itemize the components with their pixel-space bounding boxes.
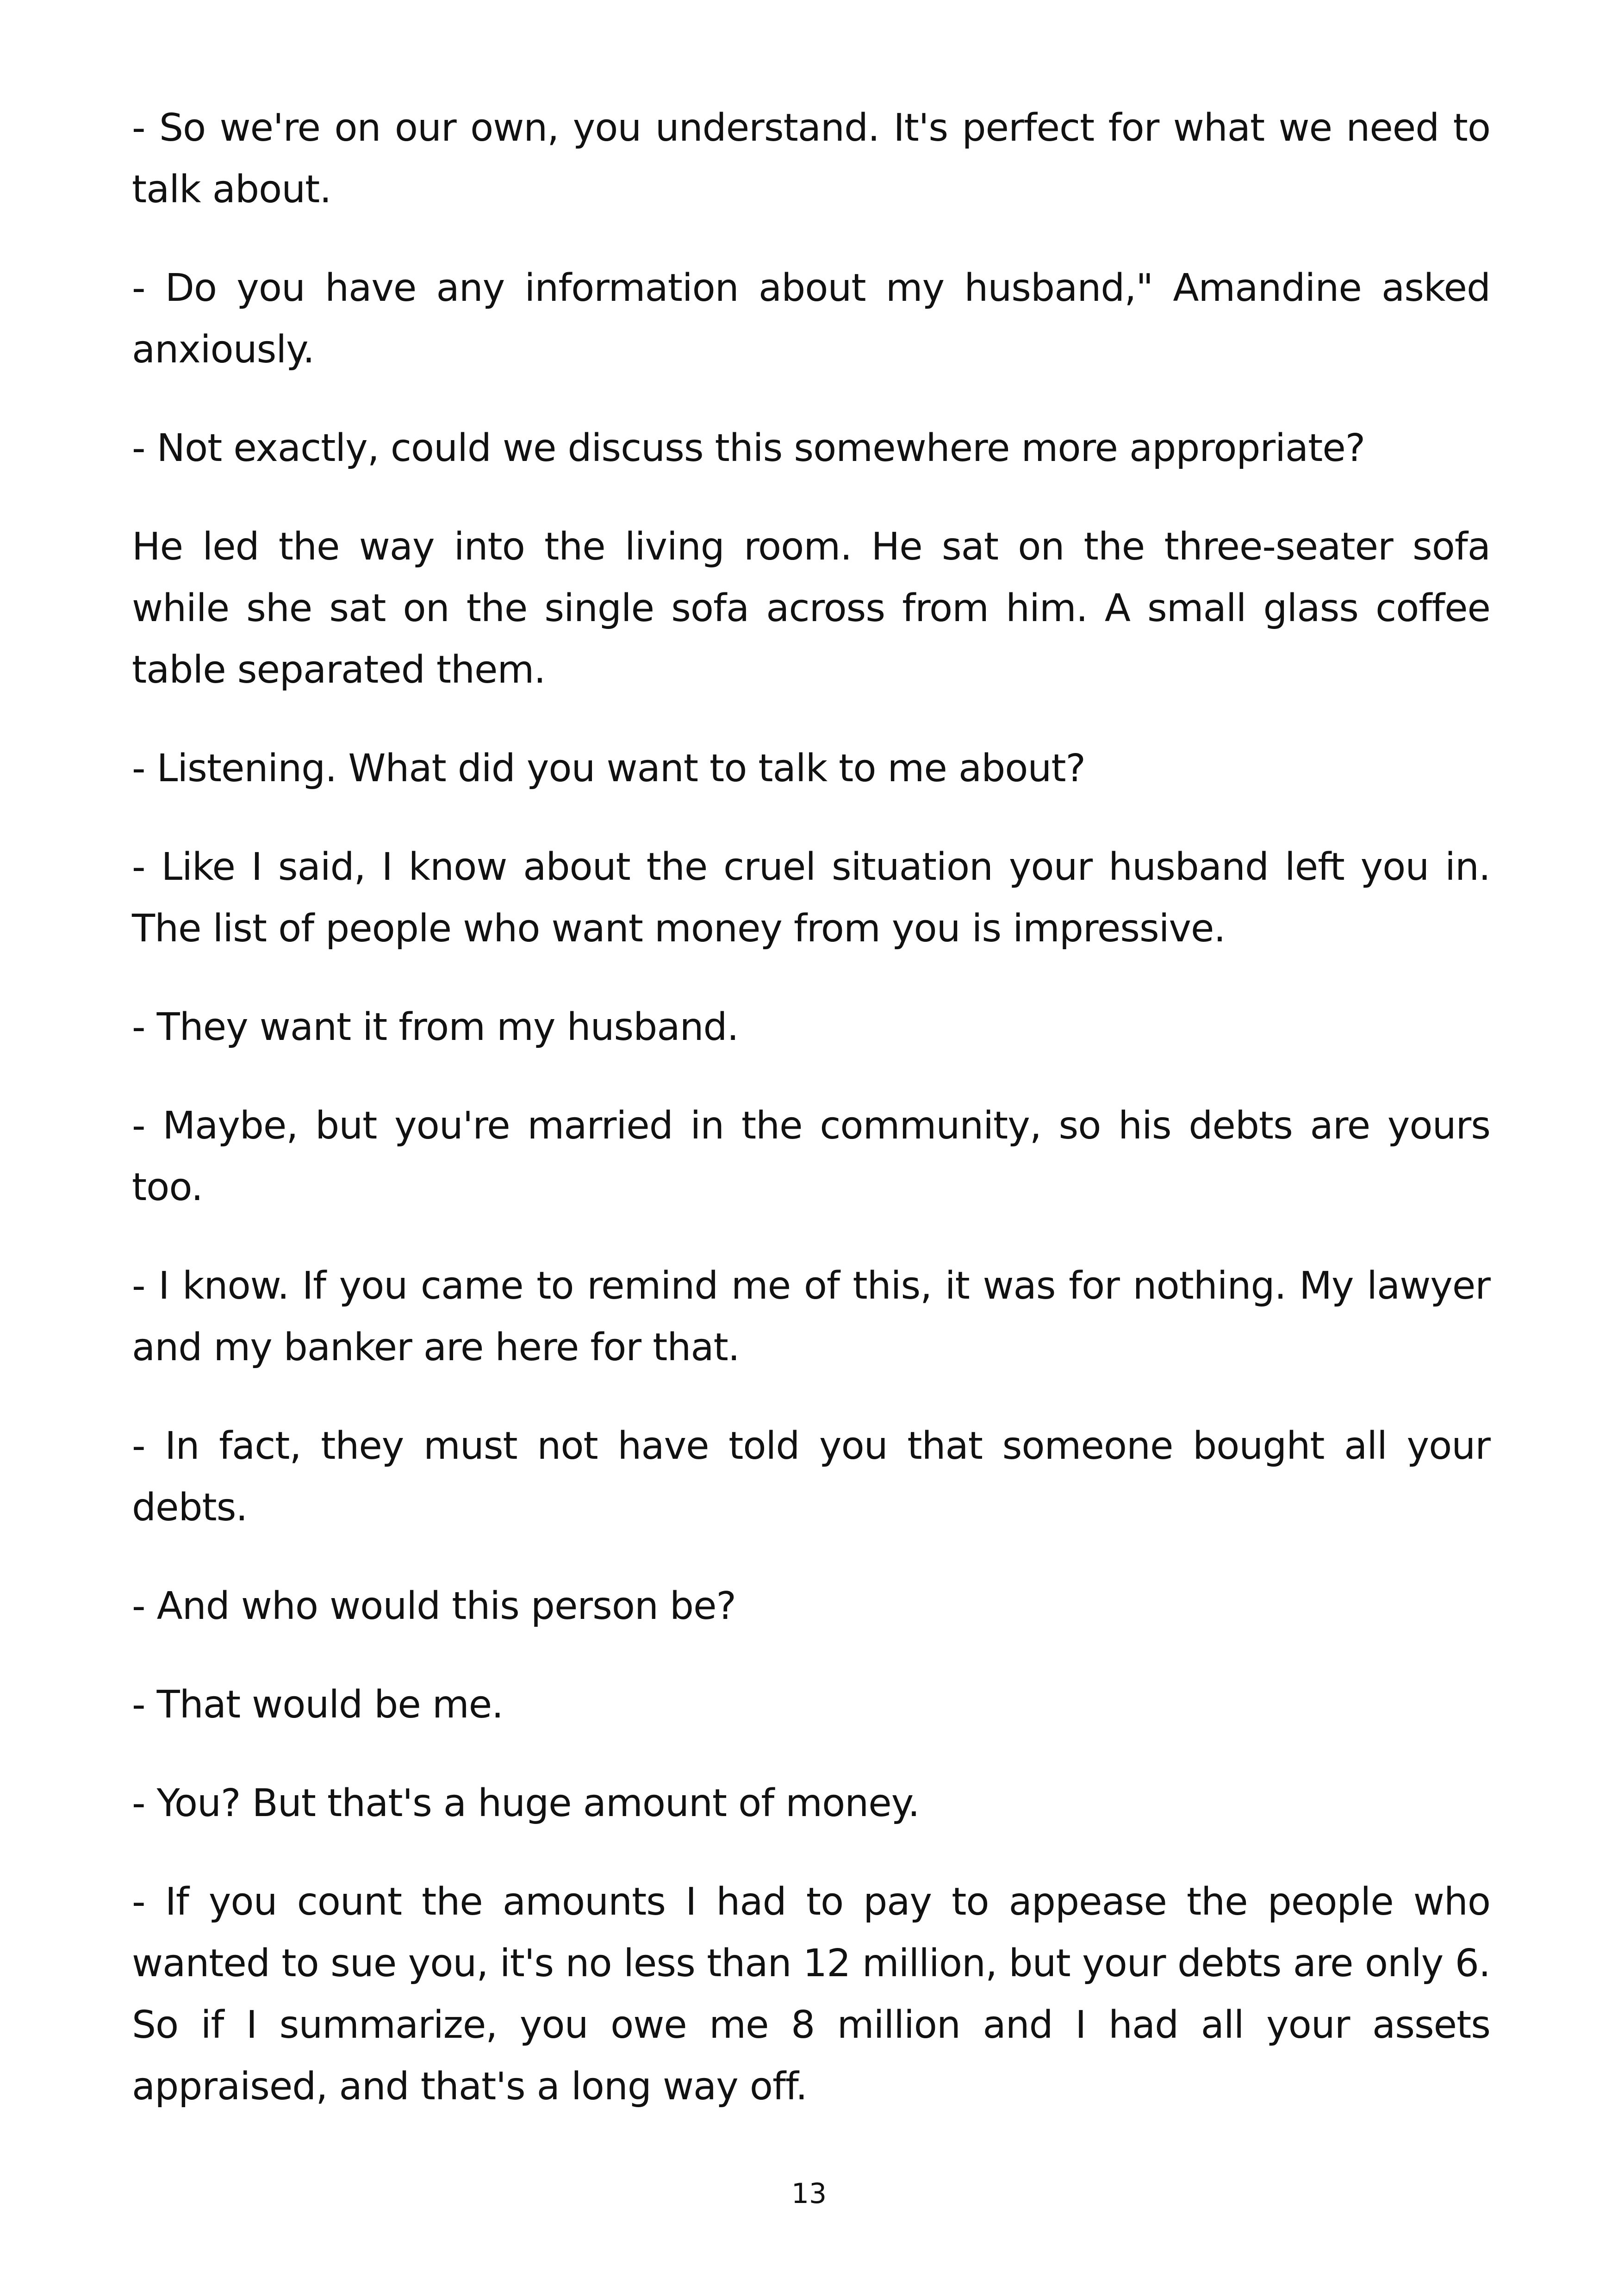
paragraph: - In fact, they must not have told you that someone bought all your debts. bbox=[132, 1424, 1490, 1530]
paragraph: - Like I said, I know about the cruel situation your husband left you in. The list of people who want money from you is impressive. bbox=[132, 845, 1490, 951]
paragraph: - That would be me. bbox=[132, 1683, 504, 1727]
paragraph: - You? But that's a huge amount of money. bbox=[132, 1781, 920, 1825]
paragraph: - If you count the amounts I had to pay to appease the people who wanted to sue you, it's no less than 12 million, but your debts are only 6. So if I summarize, you owe me 8 million and I had all your assets appraised, and that's a long way off. bbox=[132, 1880, 1490, 2109]
paragraph: - Maybe, but you're married in the community, so his debts are yours too. bbox=[132, 1104, 1490, 1209]
paragraph: - They want it from my husband. bbox=[132, 1005, 739, 1049]
paragraph: - So we're on our own, you understand. It's perfect for what we need to talk about. bbox=[132, 106, 1490, 212]
paragraph: - Not exactly, could we discuss this somewhere more appropriate? bbox=[132, 426, 1365, 470]
paragraph: - Do you have any information about my husband," Amandine asked anxiously. bbox=[132, 266, 1490, 372]
paragraph: He led the way into the living room. He sat on the three-seater sofa while she sat on the single sofa across from him. A small glass coffee table separated them. bbox=[132, 525, 1490, 692]
paragraph: - Listening. What did you want to talk to me about? bbox=[132, 747, 1086, 790]
page-number: 13 bbox=[791, 2178, 827, 2210]
document-body bbox=[132, 97, 1490, 2154]
paragraph: - I know. If you came to remind me of this, it was for nothing. My lawyer and my banker are here for that. bbox=[132, 1264, 1490, 1369]
paragraph: - And who would this person be? bbox=[132, 1584, 736, 1628]
